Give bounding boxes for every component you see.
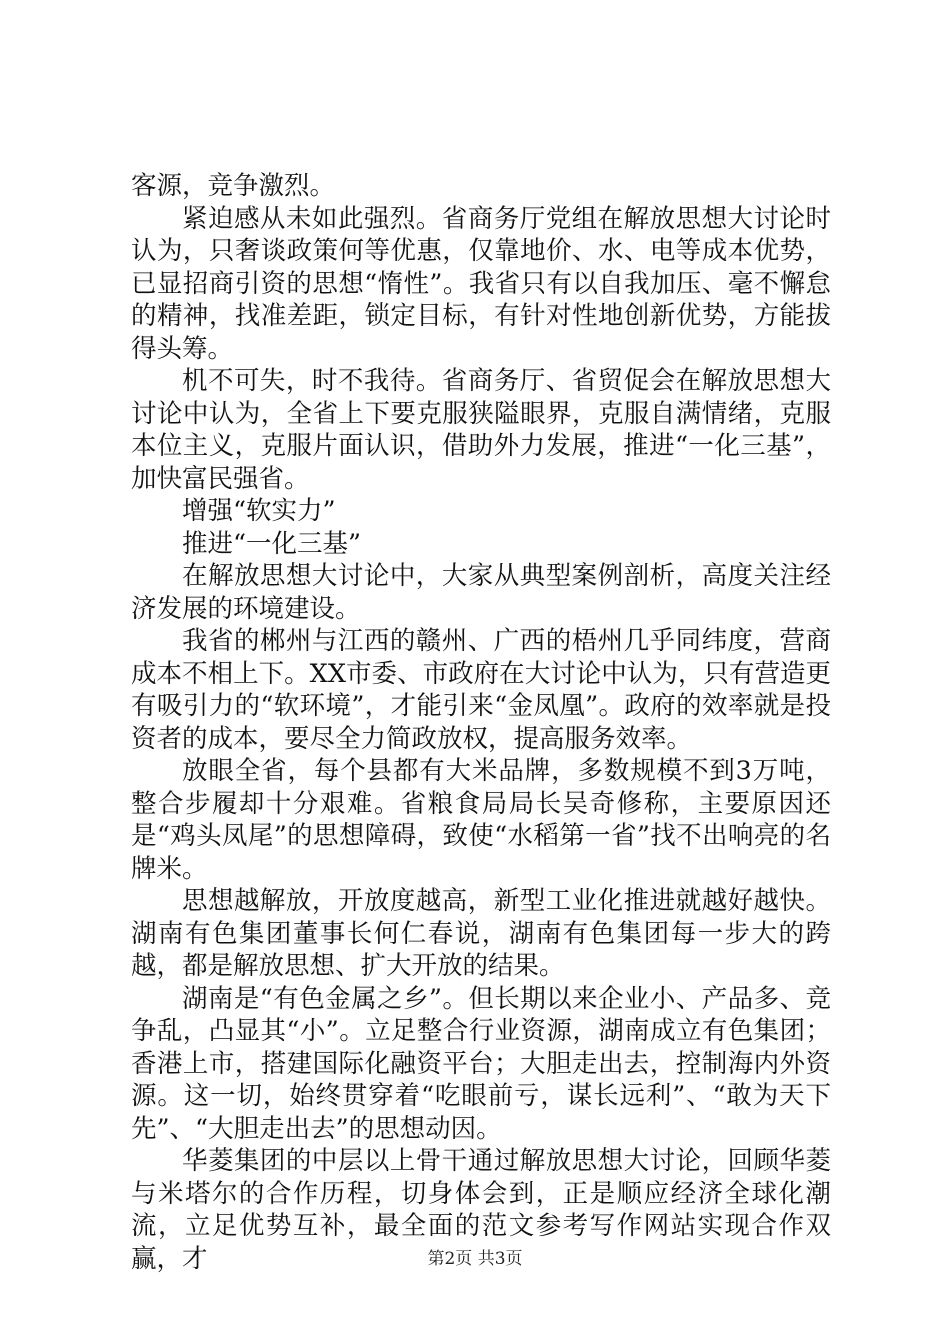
paragraph: 在解放思想大讨论中，大家从典型案例剖析，高度关注经济发展的环境建设。 xyxy=(131,561,831,624)
paragraph: 我省的郴州与江西的赣州、广西的梧州几乎同纬度，营商成本不相上下。XX市委、市政府在大讨论中认为，只有营造更有吸引力的“软环境”，才能引来“金凤凰”。政府的效率就是投资者的成本，要尽全力简政放权，提高服务效率。 xyxy=(131,626,831,754)
section-heading: 增强“软实力” xyxy=(182,496,336,526)
paragraph: 思想越解放，开放度越高，新型工业化推进就越好越快。湖南有色集团董事长何仁春说，湖南有色集团每一步大的跨越，都是解放思想、扩大开放的结果。 xyxy=(131,886,831,981)
paragraph: 客源，竞争激烈。 xyxy=(131,171,336,201)
paragraph: 紧迫感从未如此强烈。省商务厅党组在解放思想大讨论时认为，只奢谈政策何等优惠，仅靠地价、水、电等成本优势，已显招商引资的思想“惰性”。我省只有以自我加压、毫不懈怠的精神，找准差距，锁定目标，有针对性地创新优势，方能拔得头筹。 xyxy=(131,203,831,364)
paragraph: 放眼全省，每个县都有大米品牌，多数规模不到3万吨，整合步履却十分艰难。省粮食局局长吴奇修称，主要原因还是“鸡头凤尾”的思想障碍，致使“水稻第一省”找不出响亮的名牌米。 xyxy=(131,756,831,884)
paragraph: 湖南是“有色金属之乡”。但长期以来企业小、产品多、竞争乱，凸显其“小”。立足整合行业资源，湖南成立有色集团；香港上市，搭建国际化融资平台；大胆走出去，控制海内外资源。这一切，始终贯穿着“吃眼前亏，谋长远利”、“敢为天下先”、“大胆走出去”的思想动因。 xyxy=(131,983,831,1144)
page-number: 第2页 共3页 xyxy=(427,1249,523,1269)
section-heading: 推进“一化三基” xyxy=(182,528,362,559)
paragraph: 机不可失，时不我待。省商务厅、省贸促会在解放思想大讨论中认为，全省上下要克服狭隘眼界，克服自满情绪，克服本位主义，克服片面认识，借助外力发展，推进“一化三基”，加快富民强省。 xyxy=(131,366,831,494)
document-body xyxy=(131,170,831,1275)
paragraph: 华菱集团的中层以上骨干通过解放思想大讨论，回顾华菱与米塔尔的合作历程，切身体会到，正是顺应经济全球化潮流，立足优势互补，最全面的范文参考写作网站实现合作双赢，才 xyxy=(131,1146,831,1274)
